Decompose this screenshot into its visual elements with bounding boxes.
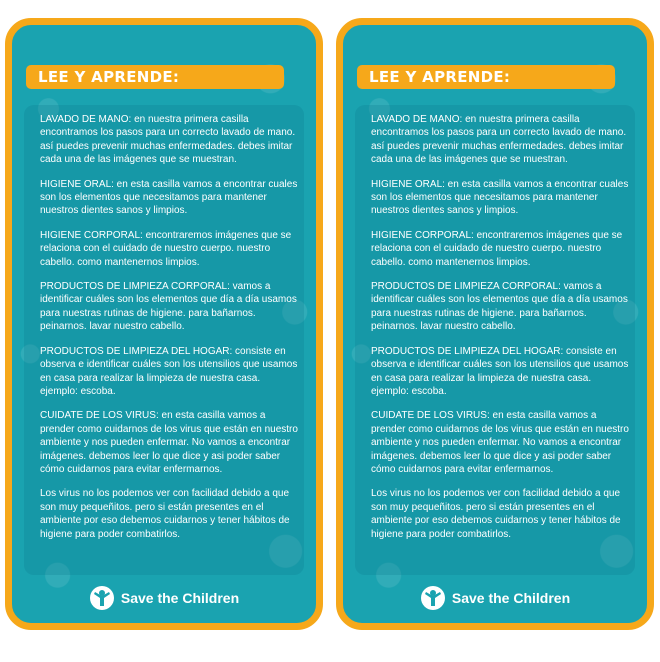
logo-text: Save the Children <box>120 590 240 606</box>
card-text <box>40 113 298 552</box>
child-figure-icon <box>420 585 446 611</box>
paragraph-virus: CUIDATE DE LOS VIRUS: en esta casilla vamos a prender como cuidarnos de los virus que están en nuestro ambiente y nos pueden enfermar. No vamos a encontrar imágenes. debemos leer lo que dice y asi poder saber cómo cuidarnos para evitar enfermarnos. <box>371 410 629 475</box>
section-header: LEE Y APRENDE: <box>26 65 284 89</box>
section-header: LEE Y APRENDE: <box>357 65 615 89</box>
paragraph-limpieza-hogar: PRODUCTOS DE LIMPIEZA DEL HOGAR: consiste en observa e identificar cuáles son los utensilios que usamos en casa para realizar la limpieza de nuestra casa. ejemplo: escoba. <box>371 345 629 397</box>
paragraph-virus-info: Los virus no los podemos ver con facilidad debido a que son muy pequeñitos. pero si están presentes en el ambiente por eso debemos cuidarnos y tener hábitos de higiene para poder combatirlos. <box>371 488 621 540</box>
paragraph-limpieza-corporal: PRODUCTOS DE LIMPIEZA CORPORAL: vamos a identificar cuáles son los elementos que día a día usamos para nuestras rutinas de higiene. para bañarnos. peinarnos. lavar nuestro cabello. <box>40 281 297 333</box>
paragraph-higiene-corporal: HIGIENE CORPORAL: encontraremos imágenes que se relaciona con el cuidado de nuestro cuerpo. nuestro cabello. como mantenernos limpios. <box>371 229 623 268</box>
save-the-children-logo <box>343 581 647 615</box>
info-card-left <box>5 18 323 630</box>
paragraph-lavado: LAVADO DE MANO: en nuestra primera casilla encontramos los pasos para un correcto lavado de mano. así puedes prevenir muchas enfermedades. debes imitar cada una de las imágenes que se muestran. <box>40 114 296 166</box>
paragraph-higiene-oral: HIGIENE ORAL: en esta casilla vamos a encontrar cuales son los elementos que necesitamos para mantener nuestros dientes sanos y limpios. <box>40 178 298 217</box>
paragraph-virus-info: Los virus no los podemos ver con facilidad debido a que son muy pequeñitos. pero si están presentes en el ambiente por eso debemos cuidarnos y tener hábitos de higiene para poder combatirlos. <box>40 488 290 540</box>
logo-text: Save the Children <box>451 590 571 606</box>
child-figure-icon <box>89 585 115 611</box>
paragraph-higiene-corporal: HIGIENE CORPORAL: encontraremos imágenes que se relaciona con el cuidado de nuestro cuerpo. nuestro cabello. como mantenernos limpios. <box>40 229 292 268</box>
paragraph-virus: CUIDATE DE LOS VIRUS: en esta casilla vamos a prender como cuidarnos de los virus que están en nuestro ambiente y nos pueden enfermar. No vamos a encontrar imágenes. debemos leer lo que dice y asi poder saber cómo cuidarnos para evitar enfermarnos. <box>40 410 298 475</box>
save-the-children-logo <box>12 581 316 615</box>
paragraph-limpieza-corporal: PRODUCTOS DE LIMPIEZA CORPORAL: vamos a identificar cuáles son los elementos que día a día usamos para nuestras rutinas de higiene. para bañarnos. peinarnos. lavar nuestro cabello. <box>371 281 628 333</box>
card-text <box>371 113 629 552</box>
paragraph-higiene-oral: HIGIENE ORAL: en esta casilla vamos a encontrar cuales son los elementos que necesitamos para mantener nuestros dientes sanos y limpios. <box>371 178 629 217</box>
paragraph-limpieza-hogar: PRODUCTOS DE LIMPIEZA DEL HOGAR: consiste en observa e identificar cuáles son los utensilios que usamos en casa para realizar la limpieza de nuestra casa. ejemplo: escoba. <box>40 345 298 397</box>
paragraph-lavado: LAVADO DE MANO: en nuestra primera casilla encontramos los pasos para un correcto lavado de mano. así puedes prevenir muchas enfermedades. debes imitar cada una de las imágenes que se muestran. <box>371 114 627 166</box>
info-card-right <box>336 18 654 630</box>
